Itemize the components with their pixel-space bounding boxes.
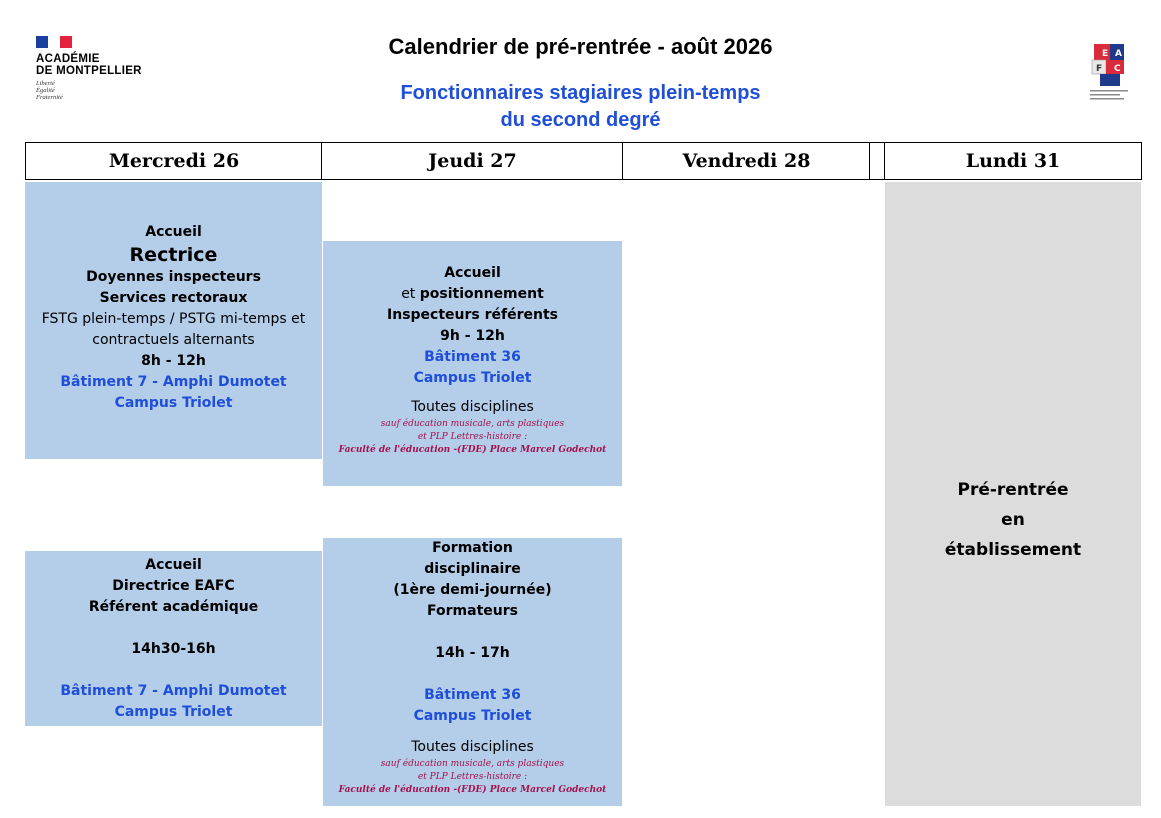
- event-campus: Campus Triolet: [114, 395, 233, 411]
- academie-line2: DE MONTPELLIER: [36, 65, 142, 77]
- event-label-2: disciplinaire: [424, 561, 521, 577]
- column-header-thursday: Jeudi 27: [321, 142, 624, 180]
- subtitle-line2: du second degré: [500, 109, 661, 131]
- event-disciplines: Toutes disciplines: [411, 739, 534, 755]
- subtitle-line1: Fonctionnaires stagiaires plein-temps: [400, 82, 761, 104]
- event-label-3: établissement: [944, 540, 1082, 560]
- event-label-2b: positionnement: [419, 286, 544, 302]
- motto-egalite: Égalité: [36, 87, 55, 94]
- event-label: Accueil: [145, 557, 202, 573]
- page-subtitle: [0, 80, 1161, 134]
- event-label: Formation: [432, 540, 513, 556]
- event-audience: contractuels alternants: [92, 332, 255, 348]
- event-host: Directrice EAFC: [112, 578, 235, 594]
- event-participant: Référent académique: [88, 599, 259, 615]
- event-label: Accueil: [444, 265, 501, 281]
- event-note: sauf éducation musicale, arts plastiques: [380, 419, 565, 429]
- event-campus: Campus Triolet: [114, 704, 233, 720]
- event-time: 8h - 12h: [141, 353, 206, 369]
- logo-letter-a: A: [1115, 49, 1122, 59]
- event-audience: FSTG plein-temps / PSTG mi-temps et: [41, 311, 306, 327]
- event-time: 14h - 17h: [435, 645, 510, 661]
- event-wednesday-morning: [25, 182, 322, 459]
- column-header-wednesday: Mercredi 26: [25, 142, 323, 180]
- event-note-location: Faculté de l'éducation -(FDE) Place Marcel Godechot: [338, 785, 607, 795]
- event-participant: Services rectoraux: [99, 290, 248, 306]
- event-label-2: [323, 284, 622, 305]
- event-disciplines: Toutes disciplines: [411, 399, 534, 415]
- event-location: Bâtiment 36: [424, 349, 521, 365]
- event-wednesday-afternoon: [25, 551, 322, 726]
- event-note: et PLP Lettres-histoire :: [417, 772, 528, 782]
- column-header-monday: Lundi 31: [884, 142, 1142, 180]
- event-note: sauf éducation musicale, arts plastiques: [380, 759, 565, 769]
- event-label: Pré-rentrée: [957, 480, 1069, 500]
- event-location: Bâtiment 7 - Amphi Dumotet: [60, 374, 287, 390]
- event-location: Bâtiment 7 - Amphi Dumotet: [60, 683, 287, 699]
- event-time: 14h30-16h: [131, 641, 216, 657]
- event-label: Accueil: [145, 224, 202, 240]
- event-label-2a: et: [401, 286, 420, 302]
- logo-letter-f: F: [1096, 64, 1103, 74]
- event-monday: [885, 182, 1141, 806]
- event-note-location: Faculté de l'éducation -(FDE) Place Marcel Godechot: [338, 445, 607, 455]
- event-time: 9h - 12h: [440, 328, 505, 344]
- logo-letter-e: E: [1102, 49, 1109, 59]
- event-label-2: en: [1001, 510, 1025, 530]
- academie-line1: ACADÉMIE: [36, 53, 100, 65]
- event-thursday-afternoon: [323, 538, 622, 806]
- column-header-friday: Vendredi 28: [622, 142, 871, 180]
- event-participant: Inspecteurs référents: [387, 307, 558, 323]
- motto-fraternite: Fraternité: [36, 94, 63, 101]
- event-session: (1ère demi-journée): [393, 582, 552, 598]
- event-thursday-morning: [323, 241, 622, 486]
- event-note: et PLP Lettres-histoire :: [417, 432, 528, 442]
- logo-letter-c: C: [1114, 64, 1121, 74]
- event-participant: Doyennes inspecteurs: [86, 269, 261, 285]
- eafc-logo: [1088, 42, 1132, 104]
- event-host: Rectrice: [129, 244, 218, 266]
- event-location: Bâtiment 36: [424, 687, 521, 703]
- page-title: Calendrier de pré-rentrée - août 2026: [388, 34, 773, 59]
- eafc-logo-icon: [1088, 42, 1132, 104]
- event-campus: Campus Triolet: [413, 708, 532, 724]
- event-participant: Formateurs: [427, 603, 518, 619]
- motto-liberte: Liberté: [36, 80, 55, 87]
- event-campus: Campus Triolet: [413, 370, 532, 386]
